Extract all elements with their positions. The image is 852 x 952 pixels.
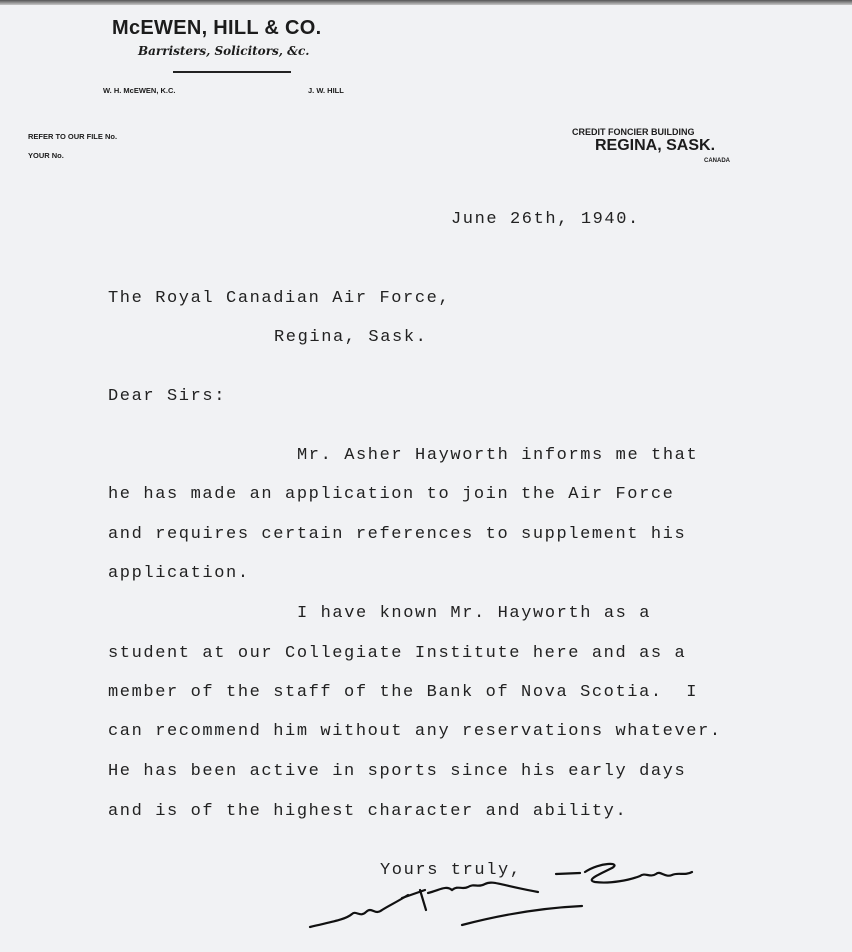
building-name: CREDIT FONCIER BUILDING <box>572 127 695 137</box>
body-line: student at our Collegiate Institute here and as a <box>108 644 687 663</box>
partner-1: W. H. McEWEN, K.C. <box>103 86 176 95</box>
your-no-label: YOUR No. <box>28 151 64 160</box>
country: CANADA <box>704 158 730 164</box>
city: REGINA, SASK. <box>595 137 716 154</box>
body-line: and requires certain references to supplement his <box>108 525 687 544</box>
firm-name: McEWEN, HILL & CO. <box>112 17 322 39</box>
partner-2: J. W. HILL <box>308 86 344 95</box>
salutation: Dear Sirs: <box>108 387 227 406</box>
closing: Yours truly, <box>380 861 522 880</box>
body-line: I have known Mr. Hayworth as a <box>297 604 652 623</box>
body-line: Mr. Asher Hayworth informs me that <box>297 446 699 465</box>
body-line: can recommend him without any reservations whatever. <box>108 722 722 741</box>
recipient-line-2: Regina, Sask. <box>274 328 428 347</box>
body-line: He has been active in sports since his early days <box>108 762 687 781</box>
recipient-line-1: The Royal Canadian Air Force, <box>108 289 451 308</box>
body-line: application. <box>108 564 250 583</box>
body-line: member of the staff of the Bank of Nova Scotia. I <box>108 683 699 702</box>
body-line: he has made an application to join the Air Force <box>108 485 675 504</box>
letter-date: June 26th, 1940. <box>451 210 640 229</box>
body-line: and is of the highest character and ability. <box>108 802 628 821</box>
file-ref-label: REFER TO OUR FILE No. <box>28 132 118 141</box>
firm-subtitle: Barristers, Solicitors, &c. <box>138 44 310 58</box>
